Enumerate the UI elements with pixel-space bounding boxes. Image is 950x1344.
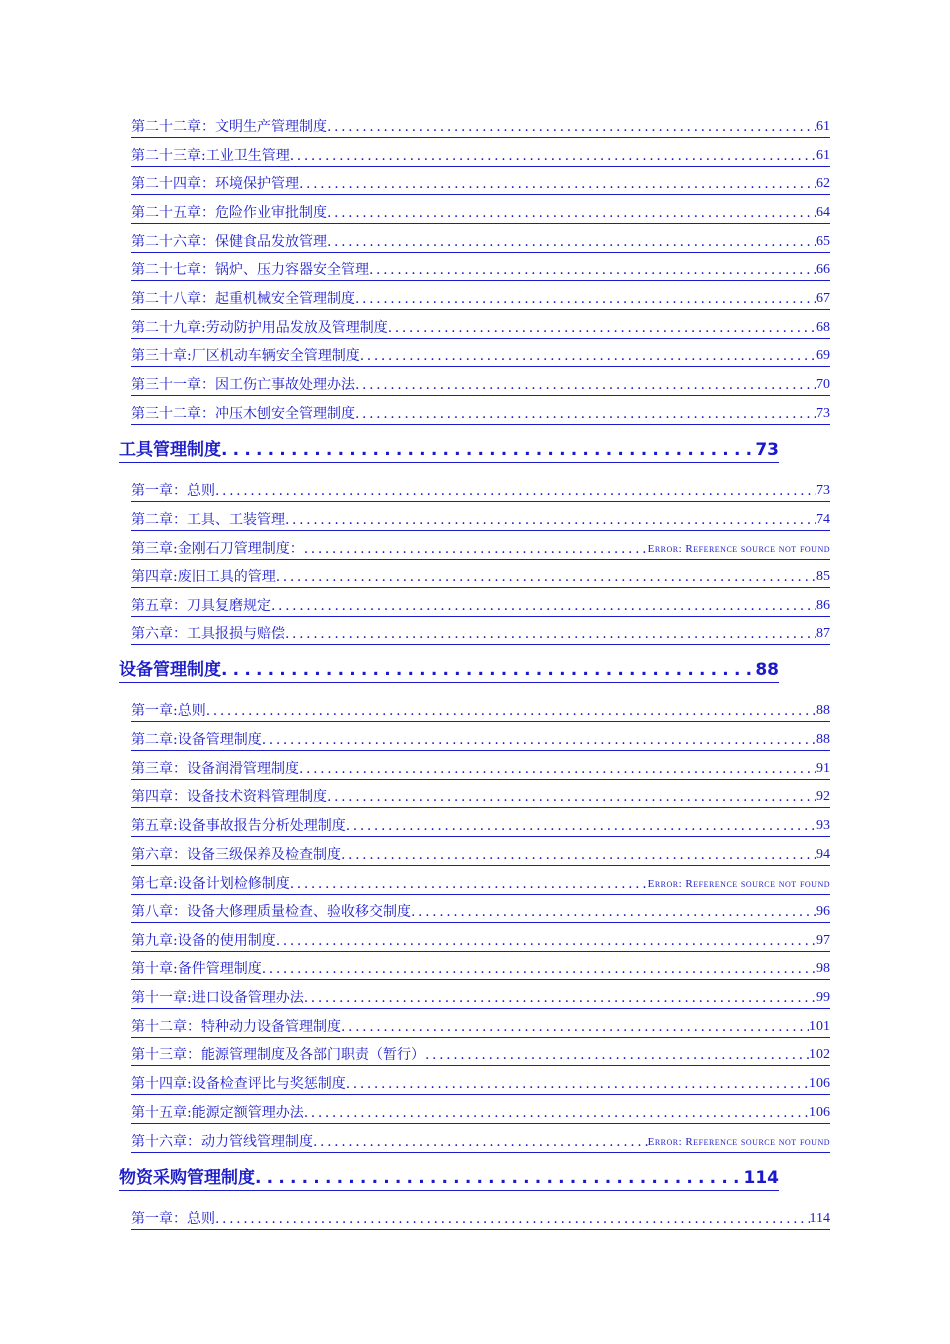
toc-entry-label: 第十一章:进口设备管理办法 xyxy=(131,990,304,1006)
toc-entry-page: 66 xyxy=(816,262,830,277)
toc-leader-dots xyxy=(341,846,816,865)
toc-section-equipment[interactable] xyxy=(119,658,779,683)
toc-entry[interactable] xyxy=(131,260,830,281)
toc-entry-label: 第十四章:设备检查评比与奖惩制度 xyxy=(131,1076,346,1092)
toc-section-purchasing[interactable] xyxy=(119,1166,779,1191)
toc-section-page: 88 xyxy=(755,660,779,680)
toc-entry-page: 64 xyxy=(816,205,830,220)
toc-entry[interactable] xyxy=(131,481,830,502)
toc-leader-dots xyxy=(355,376,816,395)
toc-entry-page: 65 xyxy=(816,234,830,249)
toc-entry-page-error: Error: Reference source not found xyxy=(647,878,830,890)
toc-entry-page: 93 xyxy=(816,818,830,833)
toc-entry-page: 96 xyxy=(816,904,830,919)
toc-entry[interactable] xyxy=(131,346,830,367)
toc-leader-dots xyxy=(327,233,816,252)
toc-leader-dots xyxy=(271,597,816,616)
toc-leader-dots xyxy=(388,319,816,338)
toc-entry-page: 73 xyxy=(816,483,830,498)
toc-entry-page: 70 xyxy=(816,377,830,392)
toc-entry-label: 第六章：工具报损与赔偿 xyxy=(131,626,285,642)
toc-entry-page: 68 xyxy=(816,320,830,335)
toc-leader-dots xyxy=(290,147,816,166)
toc-entry-label: 第二十三章:工业卫生管理 xyxy=(131,148,290,164)
toc-leader-dots xyxy=(313,1133,648,1152)
toc-entry-label: 第二十八章：起重机械安全管理制度 xyxy=(131,291,355,307)
toc-section-label: 设备管理制度 xyxy=(119,660,221,680)
toc-entry[interactable] xyxy=(131,1132,830,1153)
toc-leader-dots xyxy=(304,989,816,1008)
toc-entry[interactable] xyxy=(131,174,830,195)
toc-leader-dots xyxy=(299,760,816,779)
toc-entry-label: 第一章：总则 xyxy=(131,1211,215,1227)
toc-entry[interactable] xyxy=(131,146,830,167)
toc-entry[interactable] xyxy=(131,624,830,645)
toc-entry-label: 第十五章:能源定额管理办法 xyxy=(131,1105,304,1121)
toc-entry[interactable] xyxy=(131,701,830,722)
toc-entry[interactable] xyxy=(131,117,830,138)
toc-section-label: 物资采购管理制度 xyxy=(119,1168,255,1188)
toc-leader-dots xyxy=(255,1167,744,1190)
toc-leader-dots xyxy=(276,568,816,587)
toc-entry[interactable] xyxy=(131,845,830,866)
toc-entry-label: 第九章:设备的使用制度 xyxy=(131,933,276,949)
toc-leader-dots xyxy=(360,347,816,366)
toc-entry-page: 106 xyxy=(809,1105,830,1120)
toc-entry-label: 第一章:总则 xyxy=(131,703,206,719)
toc-leader-dots xyxy=(355,290,816,309)
toc-entry-label: 第二十六章：保健食品发放管理 xyxy=(131,234,327,250)
toc-leader-dots xyxy=(304,540,648,559)
toc-entry-label: 第一章：总则 xyxy=(131,483,215,499)
toc-leader-dots xyxy=(206,702,816,721)
toc-leader-dots xyxy=(215,1210,810,1229)
toc-entry-page: 61 xyxy=(816,119,830,134)
toc-leader-dots xyxy=(346,817,816,836)
toc-entry[interactable] xyxy=(131,510,830,531)
toc-leader-dots xyxy=(346,1075,809,1094)
toc-entry[interactable] xyxy=(131,567,830,588)
toc-leader-dots xyxy=(221,659,755,682)
toc-entry-page-error: Error: Reference source not found xyxy=(647,543,830,555)
toc-entry-page-error: Error: Reference source not found xyxy=(647,1136,830,1148)
toc-entry[interactable] xyxy=(131,959,830,980)
toc-entry[interactable] xyxy=(131,730,830,751)
toc-entry-label: 第二章:设备管理制度 xyxy=(131,732,262,748)
toc-entry-label: 第二十九章:劳动防护用品发放及管理制度 xyxy=(131,320,388,336)
toc-leader-dots xyxy=(304,1104,809,1123)
toc-entry-page: 99 xyxy=(816,990,830,1005)
toc-entry[interactable] xyxy=(131,874,830,895)
toc-entry-page: 88 xyxy=(816,732,830,747)
toc-entry-page: 92 xyxy=(816,789,830,804)
toc-entry-page: 86 xyxy=(816,598,830,613)
toc-leader-dots xyxy=(341,1018,809,1037)
toc-entry-label: 第十三章：能源管理制度及各部门职责（暂行） xyxy=(131,1047,425,1063)
toc-section-label: 工具管理制度 xyxy=(119,440,221,460)
toc-entry[interactable] xyxy=(131,318,830,339)
toc-entry[interactable] xyxy=(131,232,830,253)
toc-entry-page: 101 xyxy=(809,1019,830,1034)
toc-entry-label: 第二十五章：危险作业审批制度 xyxy=(131,205,327,221)
toc-entry-page: 61 xyxy=(816,148,830,163)
toc-entry[interactable] xyxy=(131,404,830,425)
toc-entry[interactable] xyxy=(131,902,830,923)
toc-entry-page: 98 xyxy=(816,961,830,976)
toc-entry[interactable] xyxy=(131,375,830,396)
toc-entry-label: 第五章:设备事故报告分析处理制度 xyxy=(131,818,346,834)
toc-entry-page: 87 xyxy=(816,626,830,641)
toc-leader-dots xyxy=(369,261,816,280)
toc-leader-dots xyxy=(290,875,648,894)
toc-leader-dots xyxy=(276,932,816,951)
toc-entry-label: 第三十章:厂区机动车辆安全管理制度 xyxy=(131,348,360,364)
toc-entry-label: 第二章：工具、工装管理 xyxy=(131,512,285,528)
toc-entry[interactable] xyxy=(131,816,830,837)
toc-entry-page: 73 xyxy=(816,406,830,421)
toc-entry[interactable] xyxy=(131,289,830,310)
toc-leader-dots xyxy=(262,731,816,750)
toc-section-tools[interactable] xyxy=(119,438,779,463)
toc-entry-page: 69 xyxy=(816,348,830,363)
toc-entry[interactable] xyxy=(131,1074,830,1095)
toc-entry-label: 第五章：刀具复磨规定 xyxy=(131,598,271,614)
toc-entry[interactable] xyxy=(131,539,830,560)
toc-entry-page: 106 xyxy=(809,1076,830,1091)
toc-leader-dots xyxy=(299,175,816,194)
toc-entry-page: 67 xyxy=(816,291,830,306)
toc-entry[interactable] xyxy=(131,1045,830,1066)
toc-entry-label: 第十六章：动力管线管理制度 xyxy=(131,1134,313,1150)
toc-entry-page: 85 xyxy=(816,569,830,584)
toc-entry-page: 74 xyxy=(816,512,830,527)
toc-entry-label: 第八章：设备大修理质量检查、验收移交制度 xyxy=(131,904,411,920)
toc-entry[interactable] xyxy=(131,931,830,952)
toc-entry[interactable] xyxy=(131,596,830,617)
toc-entry[interactable] xyxy=(131,787,830,808)
toc-section-page: 114 xyxy=(743,1168,779,1188)
toc-entry-label: 第三章:金刚石刀管理制度： xyxy=(131,541,304,557)
toc-entry-label: 第三十二章：冲压木刨安全管理制度 xyxy=(131,406,355,422)
toc-entry-page: 102 xyxy=(809,1047,830,1062)
toc-entry[interactable] xyxy=(131,759,830,780)
toc-entry[interactable] xyxy=(131,1103,830,1124)
toc-entry-label: 第四章：设备技术资料管理制度 xyxy=(131,789,327,805)
toc-leader-dots xyxy=(262,960,816,979)
toc-entry[interactable] xyxy=(131,203,830,224)
toc-leader-dots xyxy=(355,405,816,424)
toc-entry-page: 88 xyxy=(816,703,830,718)
toc-entry-label: 第十二章：特种动力设备管理制度 xyxy=(131,1019,341,1035)
toc-entry[interactable] xyxy=(131,1209,830,1230)
toc-leader-dots xyxy=(327,118,816,137)
toc-entry-label: 第二十七章：锅炉、压力容器安全管理 xyxy=(131,262,369,278)
toc-entry-label: 第三十一章：因工伤亡事故处理办法 xyxy=(131,377,355,393)
toc-leader-dots xyxy=(411,903,816,922)
toc-leader-dots xyxy=(285,625,816,644)
toc-leader-dots xyxy=(285,511,816,530)
toc-entry-label: 第七章:设备计划检修制度 xyxy=(131,876,290,892)
toc-entry-page: 114 xyxy=(809,1211,830,1226)
toc-leader-dots xyxy=(215,482,816,501)
toc-leader-dots xyxy=(327,788,816,807)
toc-entry-label: 第四章:废旧工具的管理 xyxy=(131,569,276,585)
toc-entry-label: 第二十二章：文明生产管理制度 xyxy=(131,119,327,135)
toc-entry-page: 62 xyxy=(816,176,830,191)
toc-entry-page: 97 xyxy=(816,933,830,948)
toc-entry-page: 91 xyxy=(816,761,830,776)
toc-entry-label: 第二十四章：环境保护管理 xyxy=(131,176,299,192)
toc-section-page: 73 xyxy=(755,440,779,460)
toc-leader-dots xyxy=(327,204,816,223)
toc-entry-page: 94 xyxy=(816,847,830,862)
toc-entry-label: 第三章：设备润滑管理制度 xyxy=(131,761,299,777)
toc-entry[interactable] xyxy=(131,988,830,1009)
toc-leader-dots xyxy=(221,439,755,462)
toc-entry-label: 第十章:备件管理制度 xyxy=(131,961,262,977)
toc-entry[interactable] xyxy=(131,1017,830,1038)
toc-entry-label: 第六章：设备三级保养及检查制度 xyxy=(131,847,341,863)
toc-leader-dots xyxy=(425,1046,809,1065)
